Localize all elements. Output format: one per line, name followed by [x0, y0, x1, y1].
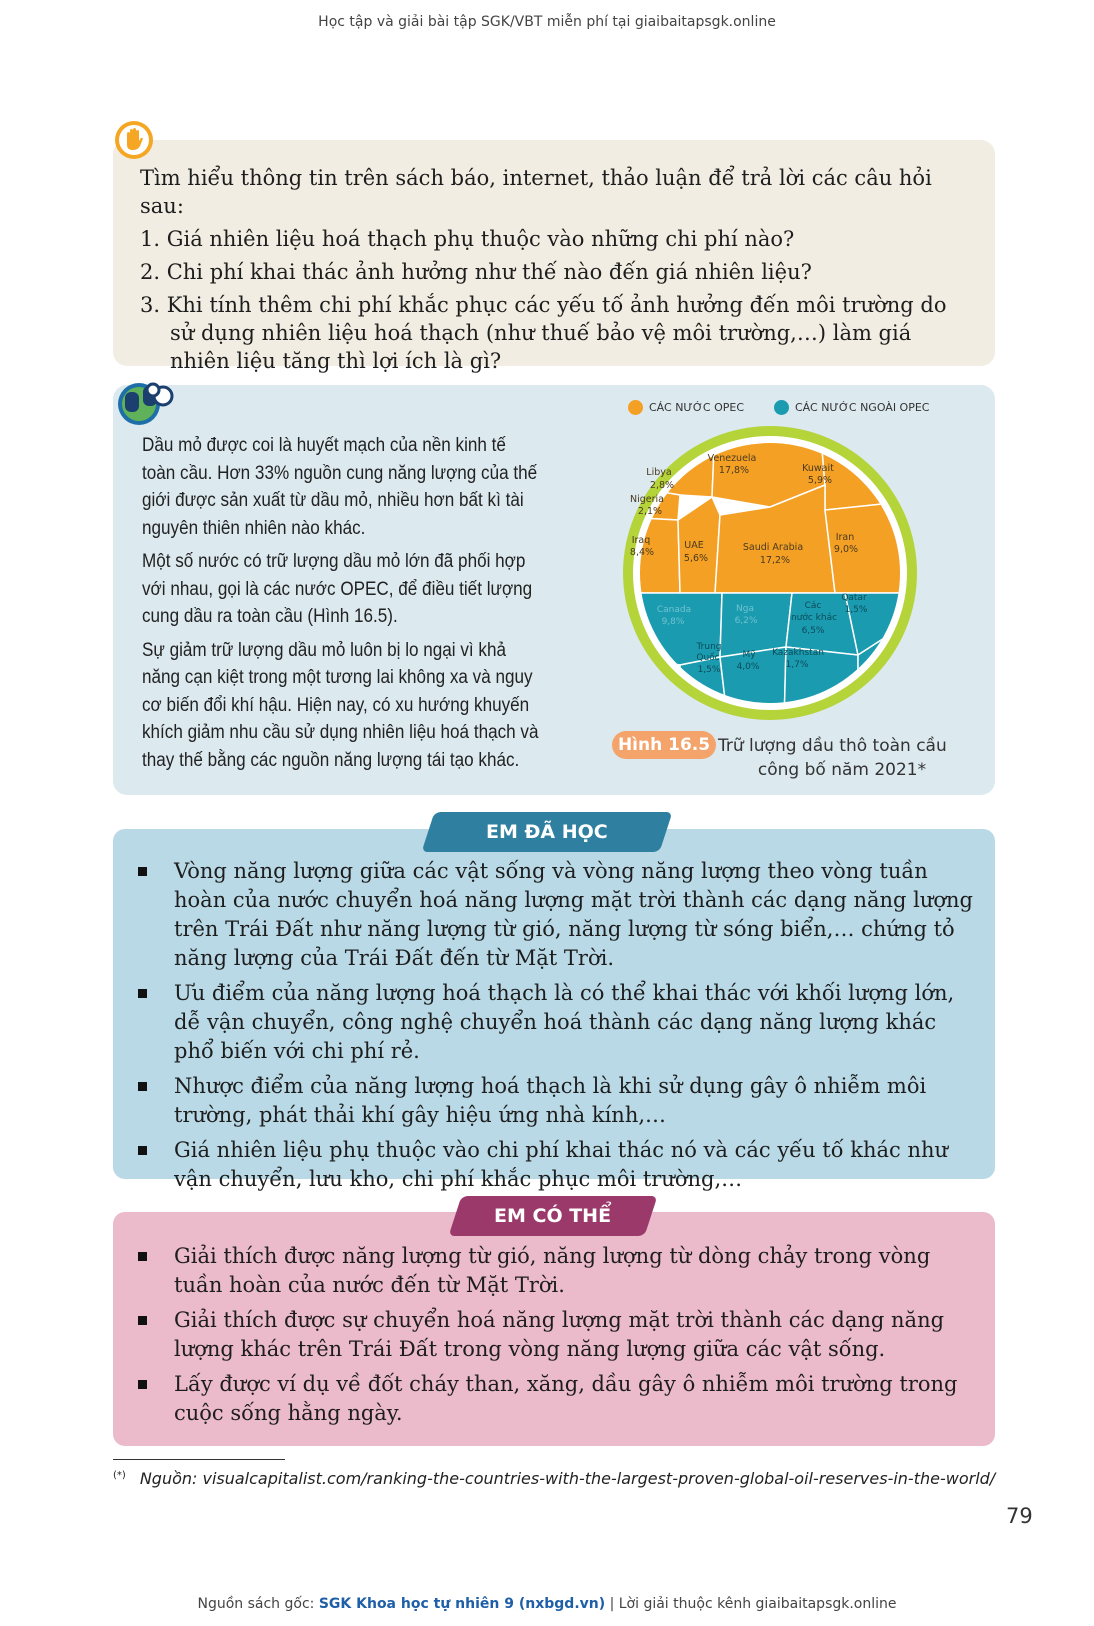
hand-icon: [113, 119, 155, 161]
learned-title-tab: [422, 812, 673, 852]
bullet-square-icon: [138, 1082, 147, 1091]
footer-prefix: Nguồn sách gốc:: [197, 1596, 315, 1612]
learned-title: EM ĐÃ HỌC: [486, 821, 608, 843]
label-nigeria: Nigeria: [630, 494, 664, 505]
label-my: Mỹ: [742, 650, 756, 660]
label-kuwait: Kuwait: [802, 463, 834, 474]
page-number: 79: [1006, 1504, 1033, 1528]
cando-item-text: Lấy được ví dụ về đốt cháy than, xăng, dầu gây ô nhiễm môi trường trong cuộc sống hằng ngày.: [174, 1372, 958, 1425]
bullet-square-icon: [138, 1316, 147, 1325]
label-libya: Libya: [646, 467, 672, 478]
learned-item: [136, 857, 976, 973]
label-iran: Iran: [835, 532, 855, 543]
value-iraq: 8,4%: [629, 547, 655, 558]
activity-question-3: 3. Khi tính thêm chi phí khắc phục các yếu tố ảnh hưởng đến môi trường do sử dụng nhiên liệu hoá thạch (như thuế bảo vệ môi trường,…) làm giá nhiên liệu tăng thì lợi ích là gì?: [140, 293, 947, 373]
label-cac-nuoc-khac-2: nước khác: [790, 613, 838, 623]
value-canada: 9,8%: [661, 617, 685, 627]
page-footer: [0, 1596, 1094, 1612]
value-saudi-arabia: 17,2%: [759, 555, 791, 566]
legend-non-opec: [774, 400, 929, 415]
info-paragraph-1: Dầu mỏ được coi là huyết mạch của nền kinh tế toàn cầu. Hơn 33% nguồn cung năng lượng của thế giới được sản xuất từ dầu mỏ, nhiều hơn bất kì tài nguyên thiên nhiên nào khác.: [142, 435, 538, 539]
cando-title-tab: [449, 1196, 658, 1236]
binoculars-icon: [115, 378, 177, 428]
footnote-rule: [113, 1459, 285, 1460]
label-trung-quoc-2: Quốc: [696, 653, 720, 663]
value-uae: 5,6%: [683, 553, 709, 564]
label-canada: Canada: [656, 605, 692, 615]
value-iran: 9,0%: [833, 544, 859, 555]
label-nga: Nga: [736, 604, 754, 614]
info-paragraph-3: Sự giảm trữ lượng dầu mỏ luôn bị lo ngại vì khả năng cạn kiệt trong một tương lai không xa và nguy cơ biến đổi khí hậu. Hiện nay, có xu hướng khuyến khích giảm nhu cầu sử dụng nhiên liệu hoá thạch và thay thế bằng các nguồn năng lượng tái tạo khác.: [142, 639, 539, 771]
bullet-square-icon: [138, 1380, 147, 1389]
bullet-square-icon: [138, 989, 147, 998]
cando-item-text: Giải thích được năng lượng từ gió, năng lượng từ dòng chảy trong vòng tuần hoàn của nước đến từ Mặt Trời.: [174, 1244, 931, 1297]
label-kazakhstan: Kazakhstan: [772, 648, 824, 658]
value-venezuela: 17,8%: [718, 465, 750, 476]
label-saudi-arabia: Saudi Arabia: [742, 542, 804, 553]
value-cac-nuoc-khac: 6,5%: [801, 626, 825, 636]
label-venezuela: Venezuela: [707, 453, 757, 464]
label-iraq: Iraq: [631, 535, 651, 546]
value-kazakhstan: 1,7%: [785, 660, 809, 670]
oil-reserves-chart: [620, 425, 920, 721]
activity-questions: [140, 164, 970, 375]
learned-item: [136, 979, 976, 1066]
figure-caption: [718, 734, 988, 782]
learned-item-text: Ưu điểm của năng lượng hoá thạch là có thể khai thác với khối lượng lớn, dễ vận chuyển, công nghệ chuyển hoá thành các dạng năng lượng khác phổ biến với chi phí rẻ.: [174, 981, 955, 1063]
footnote: [113, 1469, 1013, 1488]
activity-question-1: 1. Giá nhiên liệu hoá thạch phụ thuộc vào những chi phí nào?: [140, 227, 795, 251]
learned-list: [136, 857, 976, 1200]
legend-non-opec-label: CÁC NƯỚC NGOÀI OPEC: [795, 401, 930, 414]
footer-suffix: | Lời giải thuộc kênh giaibaitapsgk.online: [609, 1596, 897, 1612]
info-paragraph-2: Một số nước có trữ lượng dầu mỏ lớn đã phối hợp với nhau, gọi là các nước OPEC, để điều tiết lượng cung dầu ra toàn cầu (Hình 16.5).: [142, 551, 533, 627]
cando-item: [136, 1306, 976, 1364]
page-header: Học tập và giải bài tập SGK/VBT miễn phí tại giaibaitapsgk.online: [318, 14, 776, 30]
bullet-square-icon: [138, 867, 147, 876]
figure-caption-line-2: công bố năm 2021*: [757, 760, 927, 780]
learned-item: [136, 1136, 976, 1194]
legend-opec: [628, 400, 744, 415]
footnote-mark: (*): [113, 1469, 126, 1481]
value-nigeria: 2,1%: [637, 506, 663, 517]
label-uae: UAE: [684, 540, 704, 551]
cando-item: [136, 1242, 976, 1300]
footnote-text: Nguồn: visualcapitalist.com/ranking-the-countries-with-the-largest-proven-global-oil-reserves-in-the-world/: [139, 1469, 996, 1488]
label-trung-quoc-1: Trung: [696, 642, 722, 652]
activity-intro: Tìm hiểu thông tin trên sách báo, internet, thảo luận để trả lời các câu hỏi sau:: [140, 166, 932, 218]
footer-source-link[interactable]: SGK Khoa học tự nhiên 9 (nxbgd.vn): [318, 1596, 606, 1612]
label-qatar: Qatar: [841, 593, 867, 603]
learned-item-text: Nhược điểm của năng lượng hoá thạch là khi sử dụng gây ô nhiễm môi trường, phát thải khí gây hiệu ứng nhà kính,…: [174, 1074, 927, 1127]
cando-item: [136, 1370, 976, 1428]
activity-question-2: 2. Chi phí khai thác ảnh hưởng như thế nào đến giá nhiên liệu?: [140, 260, 812, 284]
cando-item-text: Giải thích được sự chuyển hoá năng lượng mặt trời thành các dạng năng lượng khác trên Trái Đất trong vòng năng lượng giữa các vật sống.: [174, 1308, 945, 1361]
value-trung-quoc: 1,5%: [697, 665, 721, 675]
bullet-square-icon: [138, 1252, 147, 1261]
value-nga: 6,2%: [734, 616, 758, 626]
learned-item-text: Giá nhiên liệu phụ thuộc vào chi phí khai thác nó và các yếu tố khác như vận chuyển, lưu kho, chi phí khắc phục môi trường,…: [174, 1138, 949, 1191]
legend-non-opec-swatch: [774, 400, 789, 415]
bullet-square-icon: [138, 1146, 147, 1155]
info-text: [142, 432, 539, 780]
cando-title: EM CÓ THỂ: [494, 1205, 612, 1227]
value-libya: 2,8%: [649, 480, 675, 491]
value-my: 4,0%: [736, 662, 760, 672]
label-cac-nuoc-khac-1: Các: [804, 601, 822, 611]
cando-list: [136, 1242, 976, 1434]
learned-item: [136, 1072, 976, 1130]
figure-caption-line-1: Trữ lượng dầu thô toàn cầu: [718, 736, 947, 756]
legend-opec-swatch: [628, 400, 643, 415]
figure-label: Hình 16.5: [612, 731, 716, 759]
learned-item-text: Vòng năng lượng giữa các vật sống và vòng năng lượng theo vòng tuần hoàn của nước chuyển hoá năng lượng mặt trời thành các dạng năng lượng trên Trái Đất như năng lượng từ gió, năng lượng từ sóng biển,… chứng tỏ năng lượng của Trái Đất đến từ Mặt Trời.: [174, 859, 974, 970]
legend-opec-label: CÁC NƯỚC OPEC: [649, 401, 744, 414]
value-qatar: 1,5%: [844, 605, 868, 615]
value-kuwait: 5,9%: [807, 475, 833, 486]
